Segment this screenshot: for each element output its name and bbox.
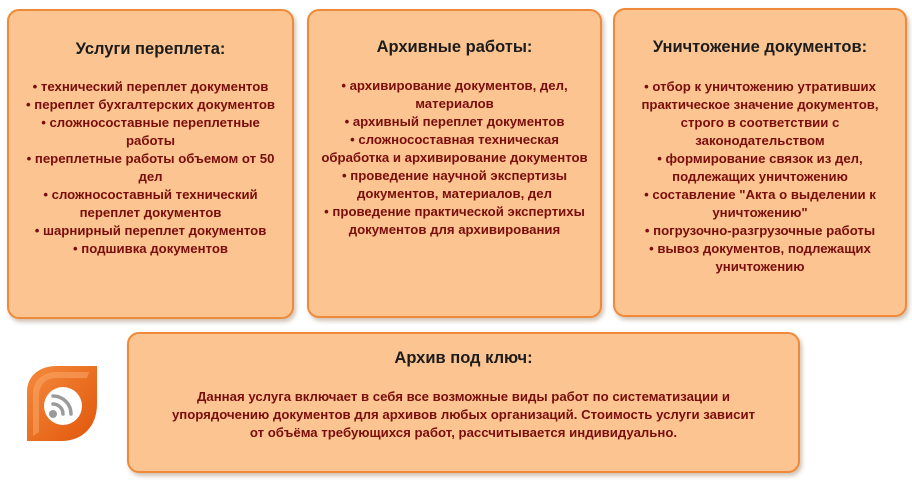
list-item: • проведение научной экспертизы документов, материалов, дел	[341, 168, 568, 201]
binding-services-card	[7, 9, 294, 319]
document-destruction-card	[613, 8, 907, 317]
list-item: • технический переплет документов	[32, 79, 269, 94]
list-item: • отбор к уничтожению утративших практическое значение документов, строго в соответствии с законодательством	[641, 79, 879, 148]
archive-works-list	[309, 77, 600, 239]
orange-leaf-logo-icon	[27, 366, 97, 441]
list-item: • погрузочно-разгрузочные работы	[644, 223, 876, 238]
list-item: • архивирование документов, дел, материалов	[341, 78, 568, 111]
list-item: • составление "Акта о выделении к уничтожению"	[644, 187, 876, 220]
turnkey-archive-title: Архив под ключ:	[394, 349, 533, 367]
list-item: • сложносоставный технический переплет документов	[43, 187, 258, 220]
list-item: • вывоз документов, подлежащих уничтожению	[649, 241, 871, 274]
turnkey-archive-description: Данная услуга включает в себя все возможные виды работ по систематизации и упорядочению документов для архивов любых организаций. Стоимость услуги зависит от объёма требующихся работ, рассчитывается индивидуально.	[171, 389, 756, 440]
binding-services-title: Услуги переплета:	[75, 40, 226, 58]
list-item: • сложносоставные переплетные работы	[41, 115, 260, 148]
archive-works-title: Архивные работы:	[376, 38, 533, 56]
list-item: • проведение практической экспертихы документов для архивирования	[324, 204, 585, 237]
list-item: • переплет бухгалтерских документов	[25, 97, 275, 112]
list-item: • подшивка документов	[73, 241, 228, 256]
document-destruction-list	[615, 78, 905, 276]
list-item: • сложносоставная техническая обработка и архивирование документов	[321, 132, 588, 165]
binding-services-list	[9, 78, 292, 258]
list-item: • архивный переплет документов	[344, 114, 565, 129]
archive-works-card	[307, 9, 602, 318]
turnkey-archive-card	[127, 332, 800, 473]
list-item: • формирование связок из дел, подлежащих уничтожению	[657, 151, 863, 184]
document-destruction-title: Уничтожение документов:	[652, 38, 868, 56]
list-item: • переплетные работы объемом от 50 дел	[26, 151, 275, 184]
list-item: • шарнирный переплет документов	[34, 223, 267, 238]
